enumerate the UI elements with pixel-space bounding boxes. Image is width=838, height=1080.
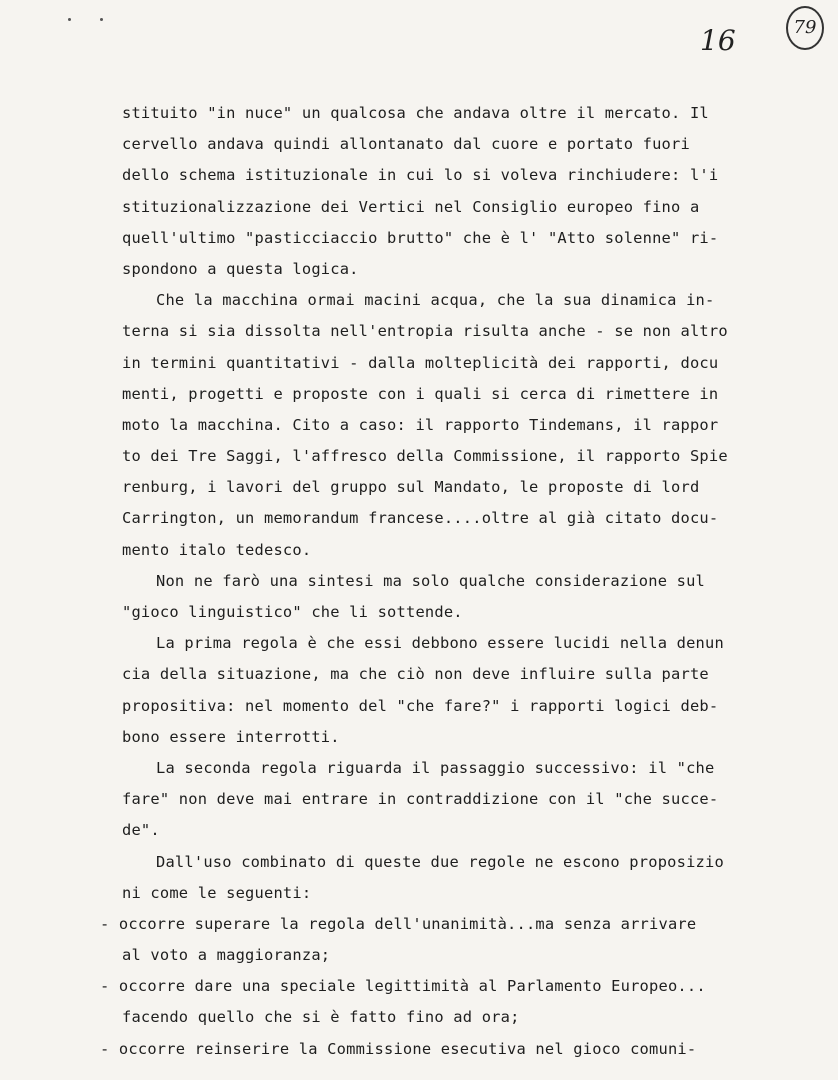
body-text <box>100 98 762 1065</box>
list-item-line: - occorre dare una speciale legittimità al Parlamento Europeo... <box>100 977 706 996</box>
list-item-line: - occorre reinserire la Commissione esecutiva nel gioco comuni- <box>100 1039 697 1058</box>
text-line: terna si sia dissolta nell'entropia risulta anche - se non altro <box>122 322 728 341</box>
text-line: spondono a questa logica. <box>122 259 359 278</box>
text-line: La prima regola è che essi debbono essere lucidi nella denun <box>156 634 724 653</box>
text-line: in termini quantitativi - dalla molteplicità dei rapporti, docu <box>122 353 719 372</box>
text-line: "gioco linguistico" che li sottende. <box>122 603 463 621</box>
text-line: de". <box>122 821 160 840</box>
archive-number: 79 <box>786 6 824 50</box>
text-line: stituito "in nuce" un qualcosa che andava oltre il mercato. Il <box>122 104 709 122</box>
text-line: fare" non deve mai entrare in contraddizione con il "che succe- <box>122 790 719 809</box>
text-line: La seconda regola riguarda il passaggio successivo: il "che <box>156 758 715 777</box>
text-line: cia della situazione, ma che ciò non deve influire sulla parte <box>122 665 709 684</box>
text-line: renburg, i lavori del gruppo sul Mandato, le proposte di lord <box>122 478 700 497</box>
text-line: dello schema istituzionale in cui lo si voleva rinchiudere: l'i <box>122 166 719 185</box>
text-line: propositiva: nel momento del "che fare?" i rapporti logici deb- <box>122 696 719 715</box>
list-item-line: - occorre superare la regola dell'unanimità...ma senza arrivare <box>100 914 697 933</box>
text-line: Dall'uso combinato di queste due regole ne escono proposizio <box>156 852 724 871</box>
text-line: stituzionalizzazione dei Vertici nel Consiglio europeo fino a <box>122 197 700 216</box>
text-line: cervello andava quindi allontanato dal cuore e portato fuori <box>122 135 690 154</box>
text-line: mento italo tedesco. <box>122 540 312 559</box>
speck <box>100 18 103 21</box>
page-number: 16 <box>700 24 736 57</box>
text-line: Carrington, un memorandum francese....oltre al già citato docu- <box>122 509 719 528</box>
text-line: Che la macchina ormai macini acqua, che la sua dinamica in- <box>156 291 715 310</box>
text-line: to dei Tre Saggi, l'affresco della Commissione, il rapporto Spie <box>122 447 728 466</box>
text-line: ni come le seguenti: <box>122 883 312 902</box>
text-line: moto la macchina. Cito a caso: il rapporto Tindemans, il rappor <box>122 415 719 434</box>
text-line: Non ne farò una sintesi ma solo qualche considerazione sul <box>156 571 706 590</box>
speck <box>68 18 71 21</box>
text-line: bono essere interrotti. <box>122 727 340 746</box>
text-line: quell'ultimo "pasticciaccio brutto" che è l' "Atto solenne" ri- <box>122 228 719 247</box>
text-line: al voto a maggioranza; <box>122 946 331 965</box>
text-line: facendo quello che si è fatto fino ad ora; <box>122 1008 520 1027</box>
text-line: menti, progetti e proposte con i quali si cerca di rimettere in <box>122 384 719 403</box>
